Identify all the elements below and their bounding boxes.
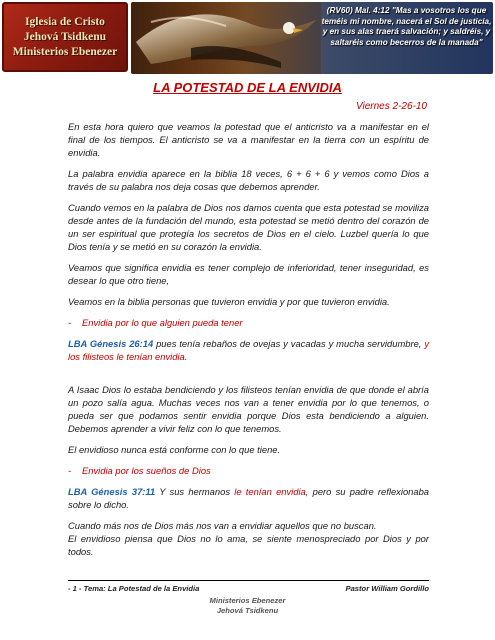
paragraph: El envidioso piensa que Dios no lo ama, se siente menospreciado por Dios y por todos. bbox=[68, 533, 429, 557]
page-header bbox=[0, 0, 495, 80]
footer-ministry-line-1: Ministerios Ebenezer bbox=[209, 596, 286, 605]
bullet-item bbox=[68, 316, 429, 329]
sermon-body bbox=[68, 120, 429, 566]
paragraph: Cuando más nos de Dios más nos van a envidiar aquellos que no buscan. bbox=[68, 520, 377, 531]
page-title: LA POTESTAD DE LA ENVIDIA bbox=[153, 80, 342, 95]
paragraph: En esta hora quiero que veamos la potestad que el anticristo va a manifestar en el final de los tiempos. El anticristo se va a manifestar en la tierra con un espíritu de envidia. bbox=[68, 121, 429, 158]
footer-ministry-line-2: Jehová Tsidkenu bbox=[216, 606, 279, 615]
bullet-text: Envidia por lo que alguien pueda tener bbox=[82, 317, 243, 328]
paragraph: El envidioso nunca está conforme con lo que tiene. bbox=[68, 444, 281, 455]
bullet-dash: - bbox=[68, 465, 72, 476]
scripture-reference bbox=[68, 485, 429, 511]
footer-ministry bbox=[0, 596, 495, 616]
eagle-image bbox=[131, 2, 321, 74]
banner-verse: (RV60) Mal. 4:12 "Mas a vosotros los que teméis mi nombre, nacerá el Sol de justicia, y en sus alas traerá salvación; y saldréis, y saltaréis como becerros de la manada" bbox=[321, 6, 492, 47]
paragraph: Cuando vemos en la palabra de Dios nos damos cuenta que esta potestad se moviliza desde antes de la fundación del mundo, esta potestad se metió dentro del corazón de un ser espiritual que protegía los secretos de Dios en el cielo. Luzbel quería lo que Dios tenía y se metió en su corazón la envidia. bbox=[68, 202, 429, 252]
scripture-reference bbox=[68, 337, 429, 363]
bullet-dash: - bbox=[68, 317, 72, 328]
scripture-highlight: y los filisteos le tenían envidia. bbox=[68, 338, 429, 362]
scripture-text: , pero su padre reflexionaba sobre lo dicho. bbox=[68, 486, 430, 510]
scripture-text: Y sus hermanos bbox=[155, 486, 235, 497]
footer-author: Pastor William Gordillo bbox=[345, 584, 429, 593]
bullet-item bbox=[68, 464, 429, 477]
paragraph: Veamos en la biblia personas que tuvieron envidia y por que tuvieron envidia. bbox=[68, 296, 390, 307]
logo-line-2: Jehová Tsidkenu bbox=[23, 30, 107, 43]
bullet-text: Envidia por los sueños de Dios bbox=[82, 465, 211, 476]
paragraph: A Isaac Dios lo estaba bendiciendo y los filisteos tenían envidia de que donde el abría un pozo salía agua. Muchas veces nos van a tener envidia por lo que tenemos, o pueda ser que podamos sentir envidia porque Dios esta bendiciendo a alguien. Debemos aprender a vivir feliz con lo que tenemos. bbox=[68, 384, 429, 434]
verse-banner bbox=[131, 2, 493, 74]
church-logo bbox=[2, 2, 128, 72]
paragraph: La palabra envidia aparece en la biblia 18 veces, 6 + 6 + 6 y vemos como Dios a través de su palabra nos deja cosas que debemos aprender. bbox=[68, 168, 429, 192]
footer-divider bbox=[68, 580, 429, 581]
logo-line-3: Ministerios Ebenezer bbox=[12, 45, 118, 58]
footer-page-topic: - 1 - Tema: La Potestad de la Envidia bbox=[68, 584, 200, 593]
logo-line-1: Iglesia de Cristo bbox=[25, 15, 105, 28]
scripture-label: LBA Génesis 26:14 bbox=[68, 338, 154, 349]
scripture-text: pues tenía rebaños de ovejas y vacadas y mucha servidumbre, bbox=[153, 338, 425, 349]
sermon-date: Viernes 2-26-10 bbox=[356, 101, 427, 112]
scripture-label: LBA Génesis 37:11 bbox=[68, 486, 156, 497]
scripture-highlight: le tenían envidia bbox=[234, 486, 306, 497]
paragraph: Veamos que significa envidia es tener complejo de inferioridad, tener inseguridad, es desear lo que otro tiene, bbox=[68, 262, 429, 286]
